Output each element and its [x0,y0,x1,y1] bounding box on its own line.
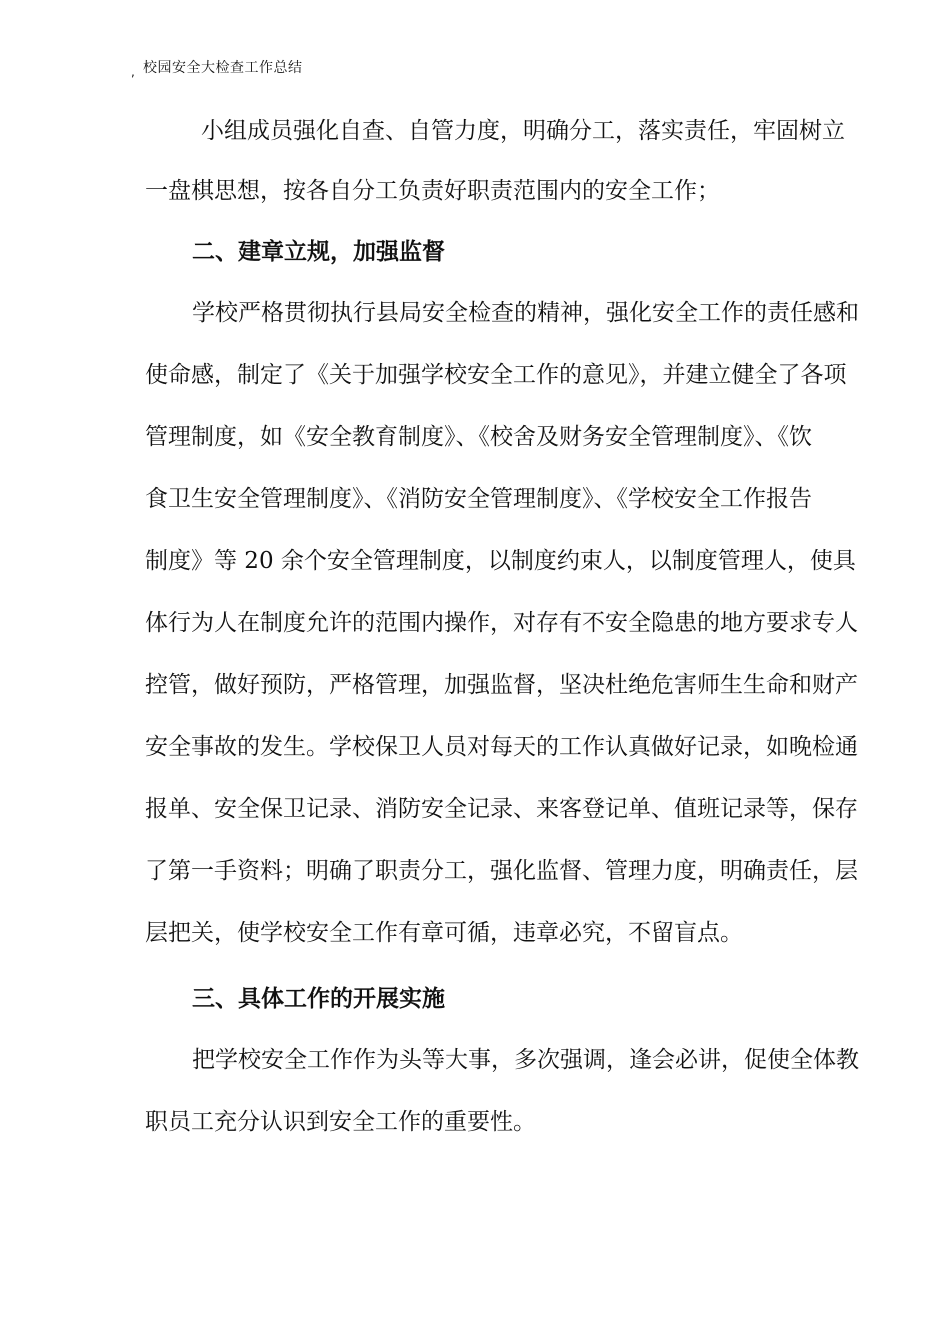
page-header [131,58,303,82]
section-heading: 三、具体工作的开展实施 [192,986,445,1012]
paragraph-line: 报单、安全保卫记录、消防安全记录、来客登记单、值班记录等，保存 [145,796,858,822]
paragraph-line: 使命感，制定了《关于加强学校安全工作的意见》，并建立健全了各项 [145,362,847,388]
header-mark: , [131,65,136,79]
paragraph-line: 了第一手资料；明确了职责分工，强化监督、管理力度，明确责任，层 [145,858,858,884]
paragraph-line: 把学校安全工作作为头等大事，多次强调，逢会必讲，促使全体教 [192,1047,859,1073]
paragraph-line: 制度》等 20 余个安全管理制度，以制度约束人，以制度管理人，使具 [145,548,856,574]
paragraph-line: 安全事故的发生。学校保卫人员对每天的工作认真做好记录，如晚检通 [145,734,858,760]
paragraph-line: 管理制度，如《安全教育制度》、《校舍及财务安全管理制度》、《饮 [145,424,812,450]
paragraph-line: 小组成员强化自查、自管力度，明确分工，落实责任，牢固树立 [201,118,845,144]
paragraph-line: 一盘棋思想，按各自分工负责好职责范围内的安全工作； [145,178,720,204]
paragraph-line: 控管，做好预防，严格管理，加强监督，坚决杜绝危害师生生命和财产 [145,672,858,698]
header-title: 校园安全大检查工作总结 [143,60,303,76]
paragraph-line: 职员工充分认识到安全工作的重要性。 [145,1109,536,1135]
paragraph-line: 学校严格贯彻执行县局安全检查的精神，强化安全工作的责任感和 [192,300,859,326]
paragraph-line: 层把关，使学校安全工作有章可循，违章必究，不留盲点。 [145,920,743,946]
section-heading: 二、建章立规，加强监督 [192,239,445,265]
paragraph-line: 体行为人在制度允许的范围内操作，对存有不安全隐患的地方要求专人 [145,610,858,636]
paragraph-line: 食卫生安全管理制度》、《消防安全管理制度》、《学校安全工作报告 [145,486,812,512]
